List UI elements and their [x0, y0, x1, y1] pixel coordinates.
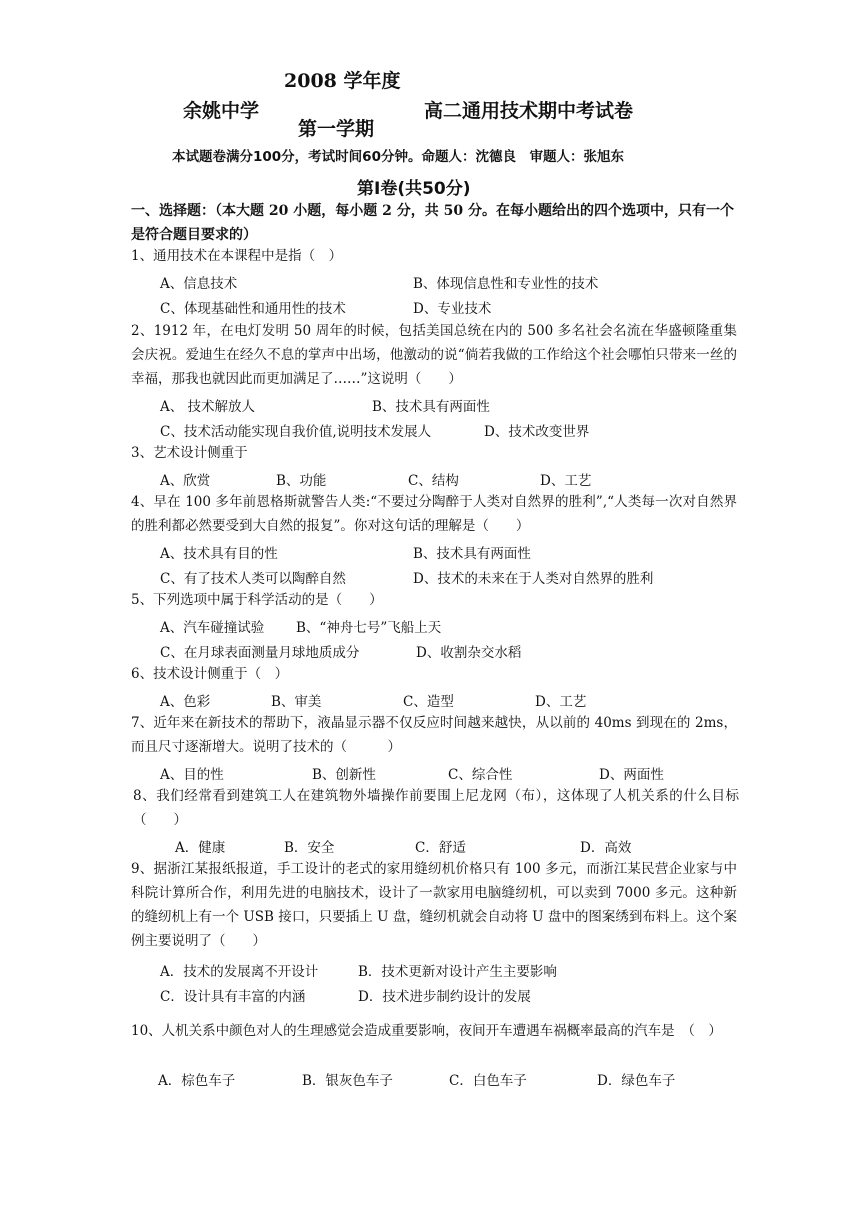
option: A、汽车碰撞试验 [160, 620, 265, 636]
option: C、造型 [403, 694, 454, 710]
option: C、技术活动能实现自我价值,说明技术发展人 [160, 424, 432, 440]
option: B、功能 [276, 473, 327, 489]
option: D、收割杂交水稻 [416, 645, 522, 661]
option: A、技术具有目的性 [160, 546, 278, 562]
question-stem: 4、早在 100 多年前恩格斯就警告人类:“不要过分陶醉于人类对自然界的胜利”,“人类每一次对自然界的胜利都必然要受到大自然的报复”。你对这句话的理解是（ ） [131, 494, 737, 534]
option: B、技术具有两面性 [413, 546, 531, 562]
school-year: 2008 学年度 [284, 70, 401, 92]
option: D．技术进步制约设计的发展 [358, 989, 531, 1005]
question-stem: 7、近年来在新技术的帮助下，液晶显示器不仅反应时间越来越快，从以前的 40ms 到现在的 2ms，而且尺寸逐渐增大。说明了技术的（ ） [131, 715, 737, 755]
school-name: 余姚中学 [183, 100, 260, 122]
question-stem: 5、下列选项中属于科学活动的是（ ） [131, 592, 383, 608]
question-stem: 2、1912 年，在电灯发明 50 周年的时候，包括美国总统在内的 500 多名社会名流在华盛顿隆重集会庆祝。爱迪生在经久不息的掌声中出场，他激动的说“倘若我做的工作给这个社会哪怕只带来一丝的幸福，那我也就因此而更加满足了……”这说明（ ） [131, 323, 737, 387]
option: C、结构 [408, 473, 459, 489]
option: D、专业技术 [413, 301, 492, 317]
option: A、欣赏 [160, 473, 211, 489]
option: B、体现信息性和专业性的技术 [413, 276, 599, 292]
option: B、审美 [271, 694, 322, 710]
option: A、目的性 [160, 767, 224, 783]
question-stem: 9、据浙江某报纸报道，手工设计的老式的家用缝纫机价格只有 100 多元，而浙江某民营企业家与中科院计算所合作，利用先进的电脑技术，设计了一款家用电脑缝纫机，可以卖到 7000 多元。这种新的缝纫机上有一个 USB 接口，只要插上 U 盘，缝纫机就会自动将 U 盘中的图案绣到布料上。这个案例主要说明了（ ） [131, 861, 737, 949]
section-heading: 一、选择题：（本大题 20 小题，每小题 2 分，共 50 分。在每小题给出的四个选项中，只有一个是符合题目要求的） [131, 203, 734, 243]
option: D、工艺 [535, 694, 587, 710]
option: B．银灰色车子 [302, 1073, 393, 1089]
option: D、两面性 [599, 767, 664, 783]
option: A．技术的发展离不开设计 [160, 964, 319, 980]
option: C．白色车子 [449, 1073, 527, 1089]
option: A．棕色车子 [158, 1073, 236, 1089]
option: A、信息技术 [160, 276, 238, 292]
question-stem: 3、艺术设计侧重于 [131, 445, 248, 461]
option: A、 技术解放人 [160, 399, 256, 415]
option: C、体现基础性和通用性的技术 [160, 301, 346, 317]
option: D、工艺 [540, 473, 592, 489]
option: C、综合性 [448, 767, 513, 783]
option: B、技术具有两面性 [372, 399, 490, 415]
option: D．绿色车子 [597, 1073, 676, 1089]
option: A．健康 [175, 840, 226, 856]
question-stem: 6、技术设计侧重于（ ） [131, 666, 289, 682]
option: B、“神舟七号”飞船上天 [296, 620, 442, 636]
term: 第一学期 [298, 118, 375, 140]
option: B．安全 [284, 840, 335, 856]
question-stem: 8、我们经常看到建筑工人在建筑物外墙操作前要围上尼龙网（布），这体现了人机关系的什么目标（ ） [133, 788, 739, 828]
option: C、有了技术人类可以陶醉自然 [160, 571, 346, 587]
option: A、色彩 [160, 694, 211, 710]
option: D．高效 [580, 840, 632, 856]
option: B、创新性 [312, 767, 376, 783]
question-stem: 1、通用技术在本课程中是指（ ） [131, 248, 343, 264]
option: B．技术更新对设计产生主要影响 [358, 964, 557, 980]
exam-title: 高二通用技术期中考试卷 [424, 100, 634, 122]
option: D、技术的未来在于人类对自然界的胜利 [413, 571, 654, 587]
volume-title: 第Ⅰ卷(共50分) [357, 179, 471, 199]
exam-info: 本试题卷满分100分，考试时间60分钟。命题人：沈德良 审题人：张旭东 [172, 149, 624, 165]
option: C、在月球表面测量月球地质成分 [160, 645, 360, 661]
question-stem: 10、人机关系中颜色对人的生理感觉会造成重要影响，夜间开车遭遇车祸概率最高的汽车是 （ ） [131, 1023, 722, 1039]
option: D、技术改变世界 [484, 424, 590, 440]
option: C．舒适 [415, 840, 466, 856]
option: C．设计具有丰富的内涵 [160, 989, 306, 1005]
